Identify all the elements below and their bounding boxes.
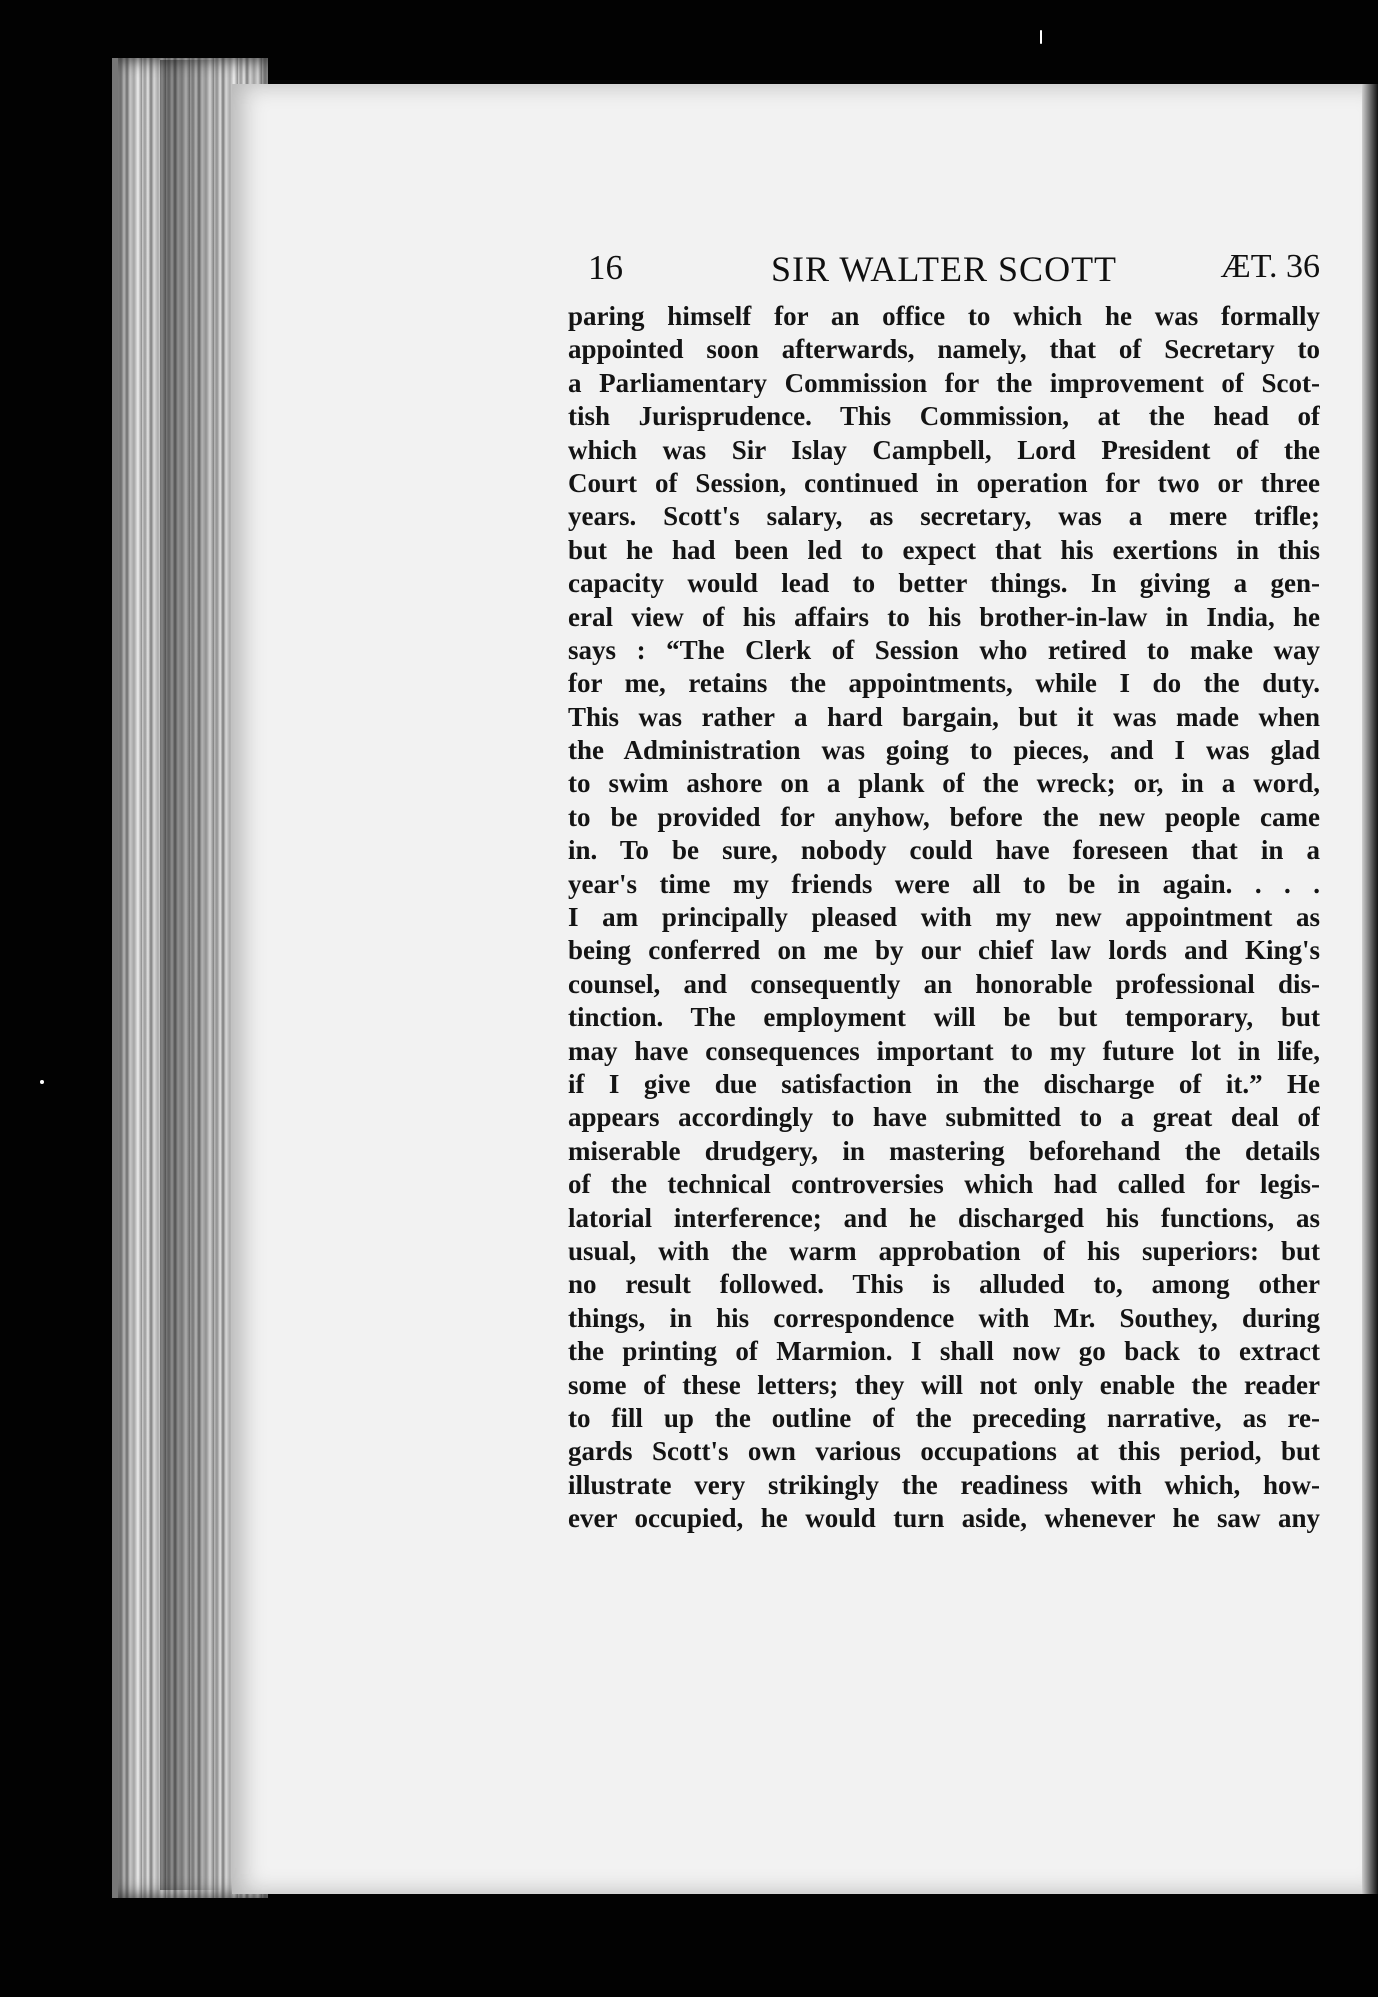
- text-line: appointed soon afterwards, namely, that of Secretary to: [568, 334, 1320, 365]
- text-line: paring himself for an office to which he was formally: [568, 301, 1320, 331]
- text-line: years. Scott's salary, as secretary, was a mere trifle;: [568, 501, 1320, 532]
- text-line: latorial interference; and he discharged his functions, as: [568, 1202, 1320, 1233]
- text-line: for me, retains the appointments, while I do the duty.: [568, 668, 1320, 699]
- text-line: capacity would lead to better things. In giving a gen-: [568, 568, 1320, 599]
- text-line: to fill up the outline of the preceding narrative, as re-: [568, 1402, 1320, 1433]
- running-title: SIR WALTER SCOTT: [771, 249, 1118, 289]
- scan-speck: [1040, 30, 1042, 44]
- text-line: ever occupied, he would turn aside, whenever he saw any: [568, 1503, 1320, 1534]
- text-line: no result followed. This is alluded to, among other: [568, 1269, 1320, 1300]
- text-line: if I give due satisfaction in the discharge of it.” He: [568, 1068, 1320, 1099]
- text-line: being conferred on me by our chief law lords and King's: [568, 935, 1320, 966]
- text-line: illustrate very strikingly the readiness with which, how-: [568, 1469, 1320, 1500]
- age-note: ÆT. 36: [1220, 248, 1320, 285]
- text-line: things, in his correspondence with Mr. Southey, during: [568, 1302, 1320, 1333]
- text-line: This was rather a hard bargain, but it was made when: [568, 701, 1320, 732]
- body-text: [568, 300, 1320, 1535]
- text-line: of the technical controversies which had called for legis-: [568, 1169, 1320, 1200]
- text-line: year's time my friends were all to be in again. . . .: [568, 868, 1320, 899]
- text-line: says : “The Clerk of Session who retired to make way: [568, 634, 1320, 665]
- text-line: to be provided for anyhow, before the new people came: [568, 801, 1320, 832]
- text-line: tish Jurisprudence. This Commission, at the head of: [568, 401, 1320, 432]
- text-line: miserable drudgery, in mastering beforehand the details: [568, 1135, 1320, 1166]
- text-line: the Administration was going to pieces, and I was glad: [568, 735, 1320, 766]
- scan-speck: [40, 1080, 44, 1084]
- text-line: gards Scott's own various occupations at this period, but: [568, 1436, 1320, 1467]
- text-line: in. To be sure, nobody could have foreseen that in a: [568, 835, 1320, 866]
- text-line: counsel, and consequently an honorable professional dis-: [568, 968, 1320, 999]
- text-line: I am principally pleased with my new appointment as: [568, 902, 1320, 933]
- text-line: eral view of his affairs to his brother-in-law in India, he: [568, 601, 1320, 632]
- text-line: some of these letters; they will not only enable the reader: [568, 1369, 1320, 1400]
- text-line: but he had been led to expect that his exertions in this: [568, 534, 1320, 565]
- text-line: tinction. The employment will be but temporary, but: [568, 1002, 1320, 1033]
- text-line: to swim ashore on a plank of the wreck; or, in a word,: [568, 768, 1320, 799]
- text-line: the printing of Marmion. I shall now go back to extract: [568, 1336, 1320, 1367]
- gutter-shadow: [160, 60, 220, 1890]
- page-number: 16: [588, 248, 623, 287]
- text-line: appears accordingly to have submitted to a great deal of: [568, 1102, 1320, 1133]
- text-line: Court of Session, continued in operation for two or three: [568, 467, 1320, 498]
- page-right-edge: [1362, 84, 1378, 1894]
- text-line: usual, with the warm approbation of his superiors: but: [568, 1235, 1320, 1266]
- text-line: may have consequences important to my future lot in life,: [568, 1035, 1320, 1066]
- text-line: which was Sir Islay Campbell, Lord President of the: [568, 434, 1320, 465]
- text-line: a Parliamentary Commission for the improvement of Scot-: [568, 367, 1320, 398]
- running-header: [588, 248, 1320, 304]
